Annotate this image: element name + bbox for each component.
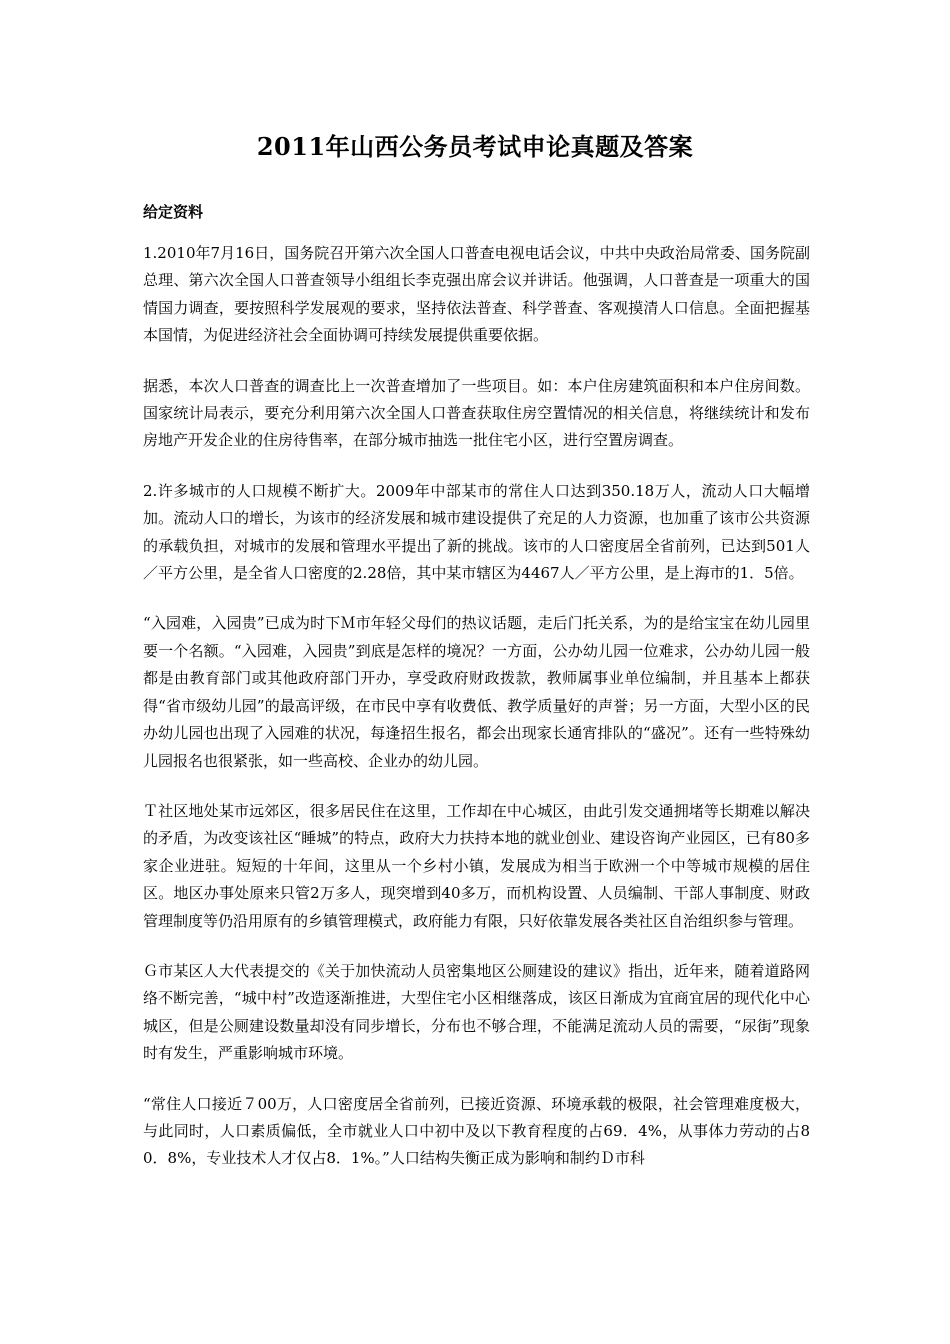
paragraph-2: 据悉，本次人口普查的调查比上一次普查增加了一些项目。如：本户住房建筑面积和本户住房间数。国家统计局表示，要充分利用第六次全国人口普查获取住房空置情况的相关信息，将继续统计和发布房地产开发企业的住房待售率，在部分城市抽选一批住宅小区，进行空置房调查。	[143, 376, 810, 450]
document-body	[143, 240, 810, 1196]
section-heading: 给定资料	[143, 203, 204, 221]
paragraph-6: Ｇ市某区人大代表提交的《关于加快流动人员密集地区公厕建设的建议》指出，近年来，随着道路网络不断完善，“城中村”改造逐渐推进，大型住宅小区相继落成，该区日渐成为宜商宜居的现代化中心城区，但是公厕建设数量却没有同步增长，分布也不够合理，不能满足流动人员的需要，“尿街”现象时有发生，严重影响城市环境。	[143, 961, 810, 1063]
paragraph-7: “常住人口接近７00万，人口密度居全省前列，已接近资源、环境承载的极限，社会管理难度极大，与此同时，人口素质偏低，全市就业人口中初中及以下教育程度的占69．4%，从事体力劳动的占80．8%，专业技术人才仅占8．1%。”人口结构失衡正成为影响和制约Ｄ市科	[143, 1094, 810, 1168]
document-title: 2011年山西公务员考试申论真题及答案	[256, 132, 694, 161]
paragraph-5: Ｔ社区地处某市远郊区，很多居民住在这里，工作却在中心城区，由此引发交通拥堵等长期难以解决的矛盾，为改变该社区“睡城”的特点，政府大力扶持本地的就业创业、建设咨询产业园区，已有80多家企业进驻。短短的十年间，这里从一个乡村小镇，发展成为相当于欧洲一个中等城市规模的居住区。地区办事处原来只管2万多人，现突增到40多万，而机构设置、人员编制、干部人事制度、财政管理制度等仍沿用原有的乡镇管理模式，政府能力有限，只好依靠发展各类社区自治组织参与管理。	[143, 801, 810, 930]
paragraph-1: 1.2010年7月16日，国务院召开第六次全国人口普查电视电话会议，中共中央政治局常委、国务院副总理、第六次全国人口普查领导小组组长李克强出席会议并讲话。他强调，人口普查是一项重大的国情国力调查，要按照科学发展观的要求，坚持依法普查、科学普查、客观摸清人口信息。全面把握基本国情，为促进经济社会全面协调可持续发展提供重要依据。	[143, 244, 810, 345]
paragraph-4: “入园难，入园贵”已成为时下Ｍ市年轻父母们的热议话题，走后门托关系，为的是给宝宝在幼儿园里要一个名额。“入园难，入园贵”到底是怎样的境况？一方面，公办幼儿园一位难求，公办幼儿园一般都是由教育部门或其他政府部门开办，享受政府财政拨款，教师属事业单位编制，并且基本上都获得“省市级幼儿园”的最高评级，在市民中享有收费低、教学质量好的声誉；另一方面，大型小区的民办幼儿园也出现了入园难的状况，每逢招生报名，都会出现家长通宵排队的“盛况”。还有一些特殊幼儿园报名也很紧张，如一些高校、企业办的幼儿园。	[143, 614, 810, 770]
paragraph-3: 2.许多城市的人口规模不断扩大。2009年中部某市的常住人口达到350.18万人，流动人口大幅增加。流动人口的增长，为该市的经济发展和城市建设提供了充足的人力资源，也加重了该市公共资源的承载负担，对城市的发展和管理水平提出了新的挑战。该市的人口密度居全省前列，已达到501人／平方公里，是全省人口密度的2.28倍，其中某市辖区为4467人／平方公里，是上海市的1．5倍。	[143, 481, 810, 583]
